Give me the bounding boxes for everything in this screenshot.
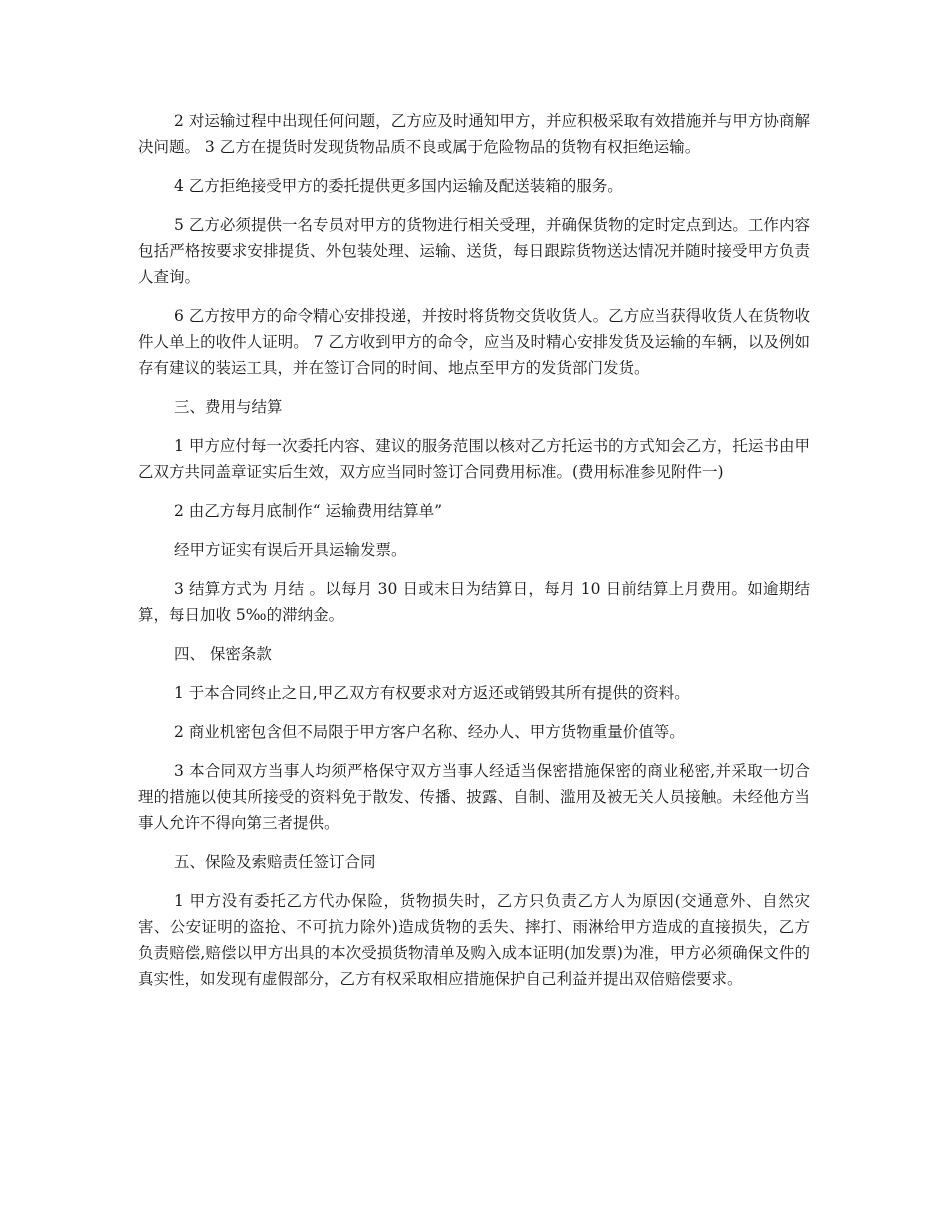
paragraph-delivery-issues: 2 对运输过程中出现任何问题，乙方应及时通知甲方，并应积极采取有效措施并与甲方协商解决问题。 3 乙方在提货时发现货物品质不良或属于危险物品的货物有权拒绝运输。 — [138, 112, 810, 156]
paragraph-settlement-sheet: 2 由乙方每月底制作“ 运输费用结算单” — [174, 502, 443, 520]
section-heading-confidentiality: 四、 保密条款 — [174, 645, 272, 663]
paragraph-settlement-method: 3 结算方式为 月结 。以每月 30 日或末日为结算日，每月 10 日前结算上月费用。如逾期结算，每日加收 5‰的滞纳金。 — [138, 580, 810, 624]
paragraph-fee-standard: 1 甲方应付每一次委托内容、建议的服务范围以核对乙方托运书的方式知会乙方，托运书由甲乙双方共同盖章证实后生效，双方应当同时签订合同费用标准。(费用标准参见附件一) — [138, 437, 810, 481]
paragraph-delivery-order: 6 乙方按甲方的命令精心安排投递，并按时将货物交货收货人。乙方应当获得收货人在货物收件人单上的收件人证明。 7 乙方收到甲方的命令，应当及时精心安排发货及运输的车辆，以及例如存有建议的装运工具，并在签订合同的时间、地点至甲方的发货部门发货。 — [138, 307, 810, 377]
paragraph-trade-secrets: 2 商业机密包含但不局限于甲方客户名称、经办人、甲方货物重量价值等。 — [174, 723, 685, 741]
paragraph-refuse-services: 4 乙方拒绝接受甲方的委托提供更多国内运输及配送装箱的服务。 — [174, 177, 623, 195]
section-heading-insurance: 五、保险及索赔责任签订合同 — [174, 853, 376, 871]
paragraph-specialist: 5 乙方必须提供一名专员对甲方的货物进行相关受理，并确保货物的定时定点到达。工作内容包括严格按要求安排提货、外包装处理、运输、送货，每日跟踪货物送达情况并随时接受甲方负责人查询。 — [138, 216, 810, 286]
paragraph-return-materials: 1 于本合同终止之日,甲乙双方有权要求对方返还或销毁其所有提供的资料。 — [174, 684, 690, 702]
document-page — [138, 108, 810, 1005]
paragraph-confidentiality-duty: 3 本合同双方当事人均须严格保守双方当事人经适当保密措施保密的商业秘密,并采取一切合理的措施以使其所接受的资料免于散发、传播、披露、自制、滥用及被无关人员接触。未经他方当事人允许不得向第三者提供。 — [138, 762, 810, 832]
paragraph-invoice: 经甲方证实有误后开具运输发票。 — [174, 541, 407, 559]
section-heading-fees: 三、费用与结算 — [174, 398, 283, 416]
paragraph-insurance-liability: 1 甲方没有委托乙方代办保险，货物损失时，乙方只负责乙方人为原因(交通意外、自然灾害、公安证明的盗抢、不可抗力除外)造成货物的丢失、摔打、雨淋给甲方造成的直接损失，乙方负责赔偿,赔偿以甲方出具的本次受损货物清单及购入成本证明(加发票)为准，甲方必须确保文件的真实性，如发现有虚假部分，乙方有权采取相应措施保护自己利益并提出双倍赔偿要求。 — [138, 892, 810, 988]
